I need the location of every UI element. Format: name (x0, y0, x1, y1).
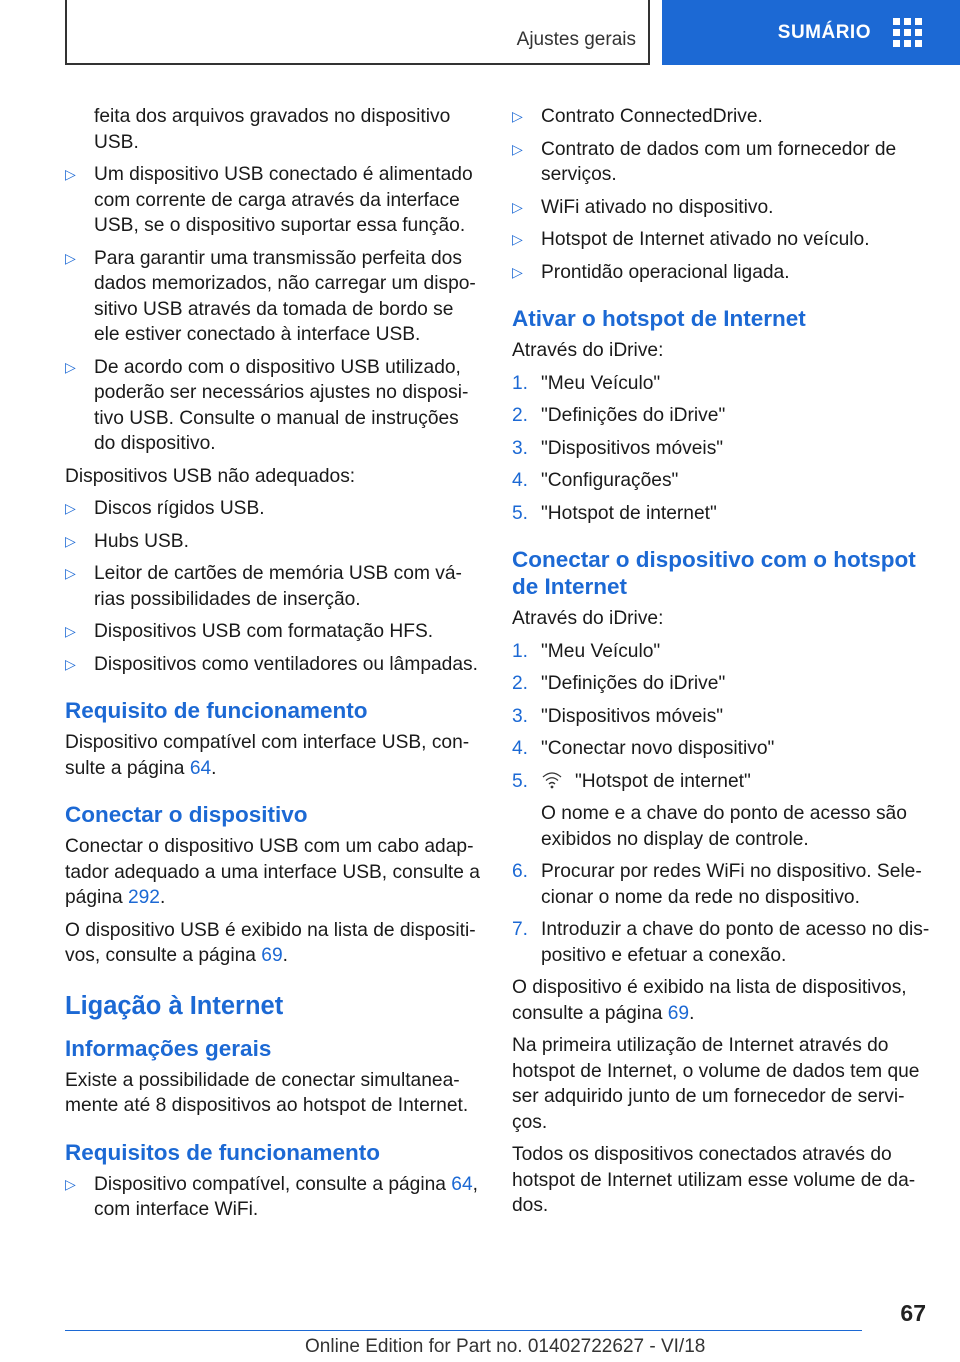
via-idrive: Através do iDrive: (512, 340, 664, 361)
heading-requirements: Requisitos de funcionamento (65, 1139, 381, 1165)
via-idrive: Através do iDrive: (512, 608, 664, 629)
header-section-box (65, 0, 650, 65)
step-item: 4. "Conectar novo dispositivo" (512, 738, 775, 759)
page-number: 67 (900, 1300, 926, 1326)
listed-text: O dispositivo é exibido na lista de dispositivos, consulte a página 69. (512, 977, 907, 1024)
step-item: 4. "Configurações" (512, 470, 679, 491)
wifi-hotspot-icon (541, 770, 563, 790)
step-item: 1. "Meu Veículo" (512, 372, 661, 394)
heading-connect-device: Conectar o dispositivo (65, 802, 308, 827)
footer-edition: Online Edition for Part no. 01402722627 - VI/18 (305, 1336, 706, 1357)
bullet-triangle-icon: ▷ (65, 249, 76, 266)
bullet-triangle-icon: ▷ (65, 1175, 76, 1192)
toc-label: SUMÁRIO (777, 21, 871, 43)
page-link[interactable]: 292 (127, 887, 160, 908)
bullet-triangle-icon: ▷ (65, 358, 76, 375)
list-item: ▷ Dispositivo compatível, consulte a página 64, com interface WiFi. (65, 1173, 478, 1220)
connect-text: Conectar o dispositivo USB com um cabo adaptador adequado a uma interface USB, consulte a página 292. (65, 836, 480, 908)
list-item: ▷ Hubs USB. (65, 529, 483, 555)
list-item: ▷ Dispositivos USB com formatação HFS. (65, 619, 483, 645)
page-link[interactable]: 69 (261, 945, 283, 966)
requirement-text: Dispositivo compatível com interface USB, consulte a página 64. (65, 732, 470, 779)
heading-internet-connection: Ligação à Internet (65, 991, 284, 1020)
bullet-triangle-icon: ▷ (512, 263, 523, 280)
list-item: ▷ Leitor de cartões de memória USB com várias possibilidades de inserção. (65, 563, 462, 610)
right-column (512, 104, 932, 1226)
list-item: ▷ Um dispositivo USB conectado é alimentado com corrente de carga através da interface USB, se o dispositivo suportar essa função. (65, 164, 473, 236)
bullet-triangle-icon: ▷ (65, 532, 76, 549)
bullet-continuation: feita dos arquivos gravados no dispositivo USB. (94, 106, 451, 153)
page-link[interactable]: 64 (189, 757, 212, 779)
heading-requirement: Requisito de funcionamento (65, 698, 368, 723)
bullet-triangle-icon: ▷ (512, 140, 523, 157)
left-column (65, 104, 483, 1230)
heading-activate-hotspot: Ativar o hotspot de Internet (512, 306, 806, 331)
all-devices-text: Todos os dispositivos conectados através do hotspot de Internet utilizam esse volume de dados. (512, 1144, 916, 1216)
list-item: ▷ Contrato de dados com um fornecedor de serviços. (512, 138, 897, 185)
heading-connect-hotspot: Conectar o dispositivo com o hotspot de Internet (512, 547, 916, 599)
step-note: O nome e a chave do ponto de acesso são exibidos no display de controle. (541, 803, 907, 850)
bullet-triangle-icon: ▷ (512, 198, 523, 215)
heading-general-info: Informações gerais (65, 1035, 272, 1061)
bullet-triangle-icon: ▷ (65, 166, 76, 182)
step-item: 3. "Dispositivos móveis" (512, 437, 724, 459)
list-item: ▷ De acordo com o dispositivo USB utilizado, poderão ser necessários ajustes no dispositivo USB. Consulte o manual de instruções do dispositivo. (65, 356, 469, 454)
bullet-triangle-icon: ▷ (65, 565, 76, 581)
list-item: ▷ Contrato ConnectedDrive. (512, 104, 932, 130)
bullet-triangle-icon: ▷ (512, 231, 523, 247)
step-item: 5. "Hotspot de internet" (512, 770, 751, 792)
step-item: 2. "Definições do iDrive" (512, 405, 726, 426)
step-item: 2. "Definições do iDrive" (512, 673, 726, 694)
step-item: 3. "Dispositivos móveis" (512, 705, 724, 727)
list-item: ▷ Prontidão operacional ligada. (512, 260, 932, 286)
unsuitable-intro: Dispositivos USB não adequados: (65, 465, 356, 487)
step-item: 6. Procurar por redes WiFi no dispositivo. Selecionar o nome da rede no dispositivo. (512, 861, 922, 908)
grid-menu-icon (893, 18, 922, 47)
list-item: ▷ WiFi ativado no dispositivo. (512, 195, 932, 221)
step-item: 1. "Meu Veículo" (512, 640, 661, 662)
general-text: Existe a possibilidade de conectar simultaneamente até 8 dispositivos ao hotspot de Internet. (65, 1069, 469, 1116)
toc-button[interactable] (662, 0, 960, 65)
list-item: ▷ Discos rígidos USB. (65, 496, 483, 522)
step-item: 7. Introduzir a chave do ponto de acesso no dispositivo e efetuar a conexão. (512, 919, 930, 966)
list-item: ▷ Para garantir uma transmissão perfeita dos dados memorizados, não carregar um dispositivo USB através da tomada de bordo se ele estiver conectado à interface USB. (65, 247, 476, 345)
bullet-triangle-icon: ▷ (65, 500, 76, 516)
listed-text: O dispositivo USB é exibido na lista de dispositivos, consulte a página 69. (65, 919, 476, 966)
section-title: Ajustes gerais (516, 29, 636, 50)
list-item: ▷ Dispositivos como ventiladores ou lâmpadas. (65, 652, 483, 678)
bullet-triangle-icon: ▷ (65, 623, 76, 639)
first-use-text: Na primeira utilização de Internet através do hotspot de Internet, o volume de dados tem que ser adquirido junto de um fornecedor de serviços. (512, 1035, 920, 1133)
list-item: ▷ Hotspot de Internet ativado no veículo. (512, 227, 932, 253)
bullet-triangle-icon: ▷ (512, 108, 523, 124)
bullet-triangle-icon: ▷ (65, 655, 76, 672)
page-link[interactable]: 69 (667, 1002, 690, 1024)
footer-divider (65, 1330, 862, 1331)
page-link[interactable]: 64 (451, 1173, 473, 1195)
step-item: 5. "Hotspot de internet" (512, 502, 717, 524)
